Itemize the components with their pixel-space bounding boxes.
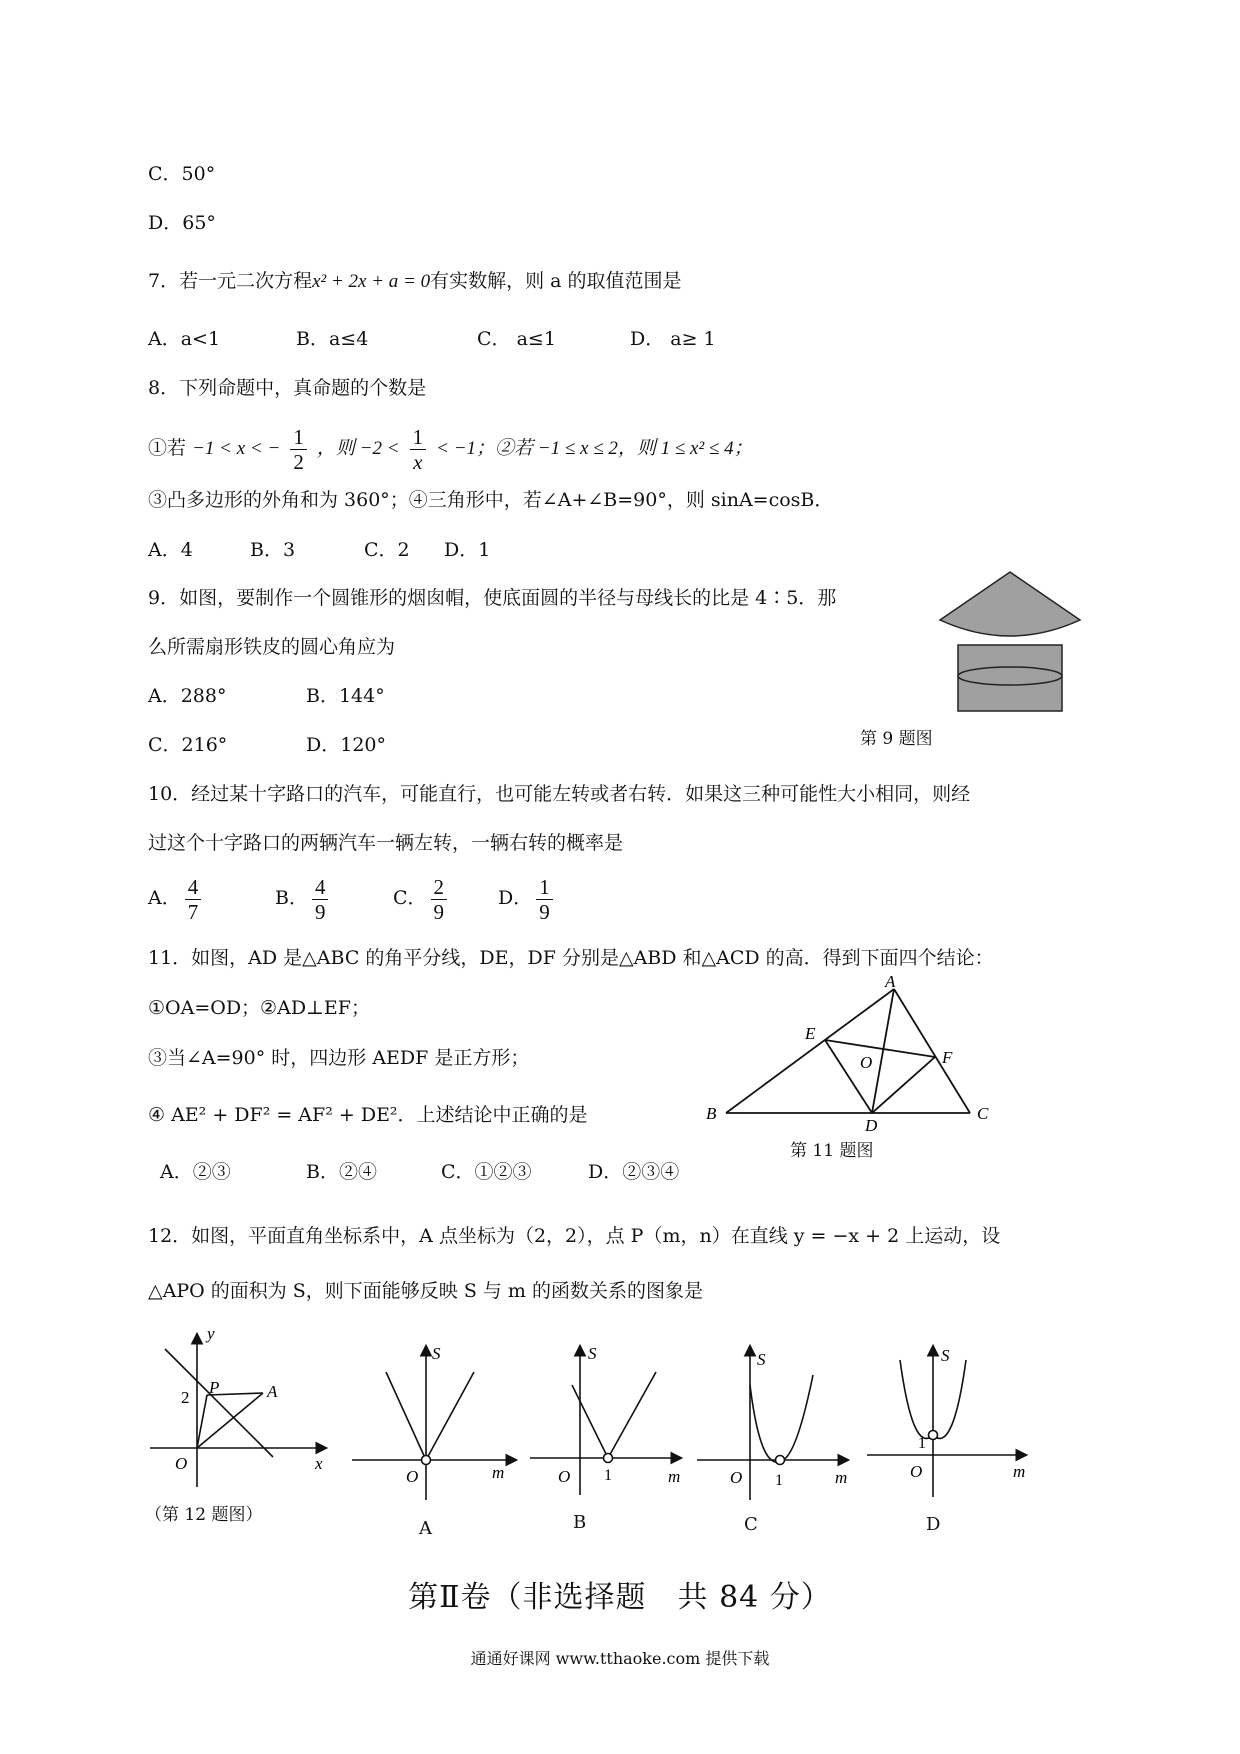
q11-stem: 11．如图，AD 是△ABC 的角平分线，DE，DF 分别是△ABD 和△ACD 的高．得到下面四个结论：	[148, 947, 994, 969]
option-fraction	[431, 875, 448, 924]
label-origin: O	[558, 1467, 571, 1486]
q11-figure-caption: 第 11 题图	[790, 1141, 874, 1161]
q8-p1-prefix: ①若	[148, 437, 187, 459]
frac-den: 9	[433, 899, 445, 924]
frac-num: 4	[312, 875, 329, 900]
segment-df	[872, 1057, 935, 1113]
frac-den: 9	[539, 899, 550, 924]
side-ab	[726, 989, 894, 1113]
footer-watermark: 通通好课网 www.tthaoke.com 提供下载	[470, 1649, 770, 1668]
label-o: O	[860, 1053, 873, 1072]
q9-stem-line1: 9．如图，要制作一个圆锥形的烟囱帽，使底面圆的半径与母线长的比是 4∶5．那	[148, 587, 837, 609]
q12-stem-line2: △APO 的面积为 S，则下面能够反映 S 与 m 的函数关系的图象是	[148, 1280, 703, 1302]
q9-option-b: B．144°	[306, 685, 385, 707]
q8-stem: 8．下列命题中，真命题的个数是	[148, 377, 427, 399]
label-one: 1	[775, 1472, 783, 1489]
q11-option-b: B．②④	[306, 1161, 377, 1183]
label-origin: O	[910, 1462, 923, 1481]
label-c: C	[977, 1104, 989, 1123]
frac-den: 2	[293, 449, 304, 474]
segment-ef	[825, 1040, 935, 1057]
frac-num: 2	[431, 875, 448, 900]
chimney-cap-figure	[935, 570, 1085, 715]
q7-option-a: A．a<1	[148, 328, 221, 350]
label-d: D	[865, 1116, 878, 1135]
q10-stem-line1: 10．经过某十字路口的汽车，可能直行，也可能左转或者右转．如果这三种可能性大小相同，则经	[148, 783, 971, 805]
triangle-figure	[700, 972, 1000, 1135]
q12-graph-label-c: C	[744, 1514, 758, 1535]
q12-stem-line1: 12．如图，平面直角坐标系中，A 点坐标为（2，2），点 P（m，n）在直线 y = −x + 2 上运动，设	[148, 1225, 1001, 1247]
q9-option-d: D．120°	[306, 734, 386, 756]
label-y: y	[207, 1324, 215, 1343]
label-origin: O	[175, 1454, 188, 1473]
q7-stem-suffix: 有实数解，则 a 的取值范围是	[430, 270, 682, 292]
q7-option-d: D． a≥ 1	[630, 328, 716, 350]
option-label: A．	[148, 887, 181, 909]
q7-stem	[148, 267, 682, 296]
q8-frac-half	[290, 425, 307, 474]
q10-stem-line2: 过这个十字路口的两辆汽车一辆左转，一辆右转的概率是	[148, 832, 624, 854]
frac-num: 1	[410, 425, 427, 450]
segment-de	[825, 1040, 872, 1113]
label-s: S	[588, 1344, 597, 1363]
frac-num: 4	[185, 875, 202, 900]
option-fraction	[312, 875, 329, 924]
option-fraction	[536, 875, 553, 924]
label-one: 1	[604, 1467, 612, 1484]
q8-frac-one-over-x	[410, 425, 427, 474]
q9-figure-caption: 第 9 题图	[860, 729, 933, 749]
q8-p1-end: < −1；②若 −1 ≤ x ≤ 2，则 1 ≤ x² ≤ 4；	[436, 438, 753, 459]
q11-option-c: C．①②③	[441, 1161, 532, 1183]
option-fraction	[185, 875, 202, 924]
q6-option-d: D．65°	[148, 212, 216, 234]
label-x: x	[315, 1454, 323, 1473]
q12-graph-d	[865, 1345, 1035, 1505]
option-label: C．	[393, 887, 427, 909]
option-label: D．	[498, 887, 533, 909]
q9-stem-line2: 么所需扇形铁皮的圆心角应为	[148, 636, 396, 658]
label-one: 1	[918, 1435, 926, 1452]
q11-conclusion-1-2: ①OA=OD；②AD⊥EF；	[148, 997, 370, 1019]
label-a: A	[267, 1382, 278, 1401]
q7-option-b: B．a≤4	[296, 328, 369, 350]
q11-conclusion-4: ④ AE² + DF² = AF² + DE²．上述结论中正确的是	[148, 1104, 588, 1126]
frac-num: 1	[536, 875, 553, 900]
q12-graph-label-b: B	[573, 1512, 587, 1533]
section-title: 第Ⅱ卷（非选择题 共 84 分）	[408, 1580, 832, 1615]
q12-graph-label-d: D	[926, 1514, 941, 1535]
q8-p1-mid: ，则 −2 <	[316, 438, 400, 459]
q12-graph-c	[695, 1345, 865, 1505]
q9-option-a: A．288°	[148, 685, 227, 707]
q7-equation: x² + 2x + a = 0	[312, 271, 431, 292]
q8-option-c: C．2	[364, 539, 410, 561]
label-m: m	[835, 1468, 848, 1487]
label-b: B	[706, 1104, 717, 1123]
label-origin: O	[406, 1467, 419, 1486]
q6-option-c: C．50°	[148, 163, 216, 185]
q11-option-a: A．②③	[160, 1161, 231, 1183]
q8-option-b: B．3	[250, 539, 296, 561]
q12-graph-label-a: A	[419, 1518, 432, 1539]
q10-option-c	[393, 868, 451, 928]
frac-den: 7	[187, 899, 199, 924]
q9-option-c: C．216°	[148, 734, 228, 756]
label-m: m	[668, 1467, 681, 1486]
label-a: A	[885, 972, 896, 991]
label-f: F	[942, 1048, 953, 1067]
label-p: P	[209, 1378, 220, 1397]
q12-graph-a	[350, 1345, 520, 1505]
label-origin: O	[730, 1468, 743, 1487]
label-m: m	[1013, 1462, 1026, 1481]
q12-figure-caption: （第 12 题图）	[145, 1505, 263, 1525]
label-s: S	[941, 1346, 950, 1365]
q8-option-d: D．1	[444, 539, 491, 561]
q12-graph-b	[528, 1345, 698, 1505]
frac-den: 9	[314, 899, 326, 924]
q12-coordinate-figure	[145, 1325, 335, 1495]
frac-num: 1	[290, 425, 307, 450]
q10-option-d	[498, 868, 557, 928]
q11-option-d: D．②③④	[588, 1161, 680, 1183]
q10-option-a	[148, 868, 205, 928]
q10-option-b	[275, 868, 332, 928]
q8-p1-ineq: −1 < x < −	[192, 438, 281, 459]
q7-stem-prefix: 7．若一元二次方程	[148, 270, 313, 292]
q8-proposition-3-4: ③凸多边形的外角和为 360°；④三角形中，若∠A+∠B=90°，则 sinA=cosB．	[148, 489, 834, 511]
q7-option-c: C． a≤1	[477, 328, 556, 350]
option-label: B．	[275, 887, 308, 909]
q8-option-a: A．4	[148, 539, 193, 561]
label-two: 2	[181, 1388, 190, 1407]
q11-conclusion-3: ③当∠A=90° 时，四边形 AEDF 是正方形；	[148, 1047, 530, 1069]
q8-proposition-1-2	[148, 418, 753, 479]
label-s: S	[757, 1350, 766, 1369]
label-s: S	[432, 1344, 441, 1363]
side-ac	[894, 989, 970, 1113]
frac-den: x	[413, 449, 423, 474]
label-m: m	[492, 1463, 505, 1482]
label-e: E	[805, 1024, 816, 1043]
